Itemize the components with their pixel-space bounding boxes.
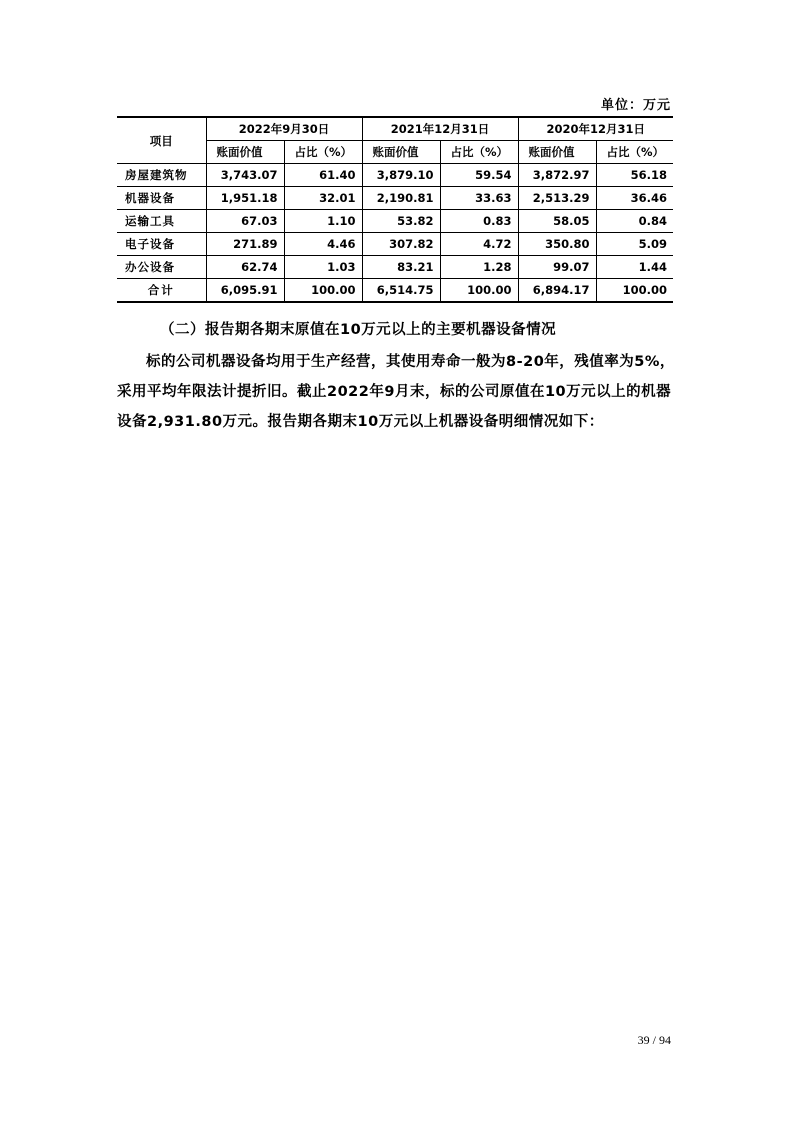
table-row [117, 164, 673, 187]
ratio-cell: 1.10 [284, 210, 362, 233]
table-row [117, 187, 673, 210]
ratio-cell: 1.28 [440, 256, 518, 279]
ratio-cell: 5.09 [596, 233, 673, 256]
ratio-cell: 36.46 [596, 187, 673, 210]
book-value-cell: 99.07 [518, 256, 596, 279]
period-header: 2022年9月30日 [206, 117, 362, 141]
page-number: 39 / 94 [637, 1033, 671, 1047]
book-value-cell: 53.82 [362, 210, 440, 233]
book-value-cell: 2,190.81 [362, 187, 440, 210]
row-label: 机器设备 [117, 187, 206, 210]
ratio-cell: 33.63 [440, 187, 518, 210]
book-value-header: 账面价值 [518, 141, 596, 164]
ratio-cell: 59.54 [440, 164, 518, 187]
table-row [117, 233, 673, 256]
book-value-header: 账面价值 [206, 141, 284, 164]
book-value-cell: 6,095.91 [206, 279, 284, 303]
section-heading: （二）报告期各期末原值在10万元以上的主要机器设备情况 [160, 322, 557, 338]
ratio-cell: 0.83 [440, 210, 518, 233]
ratio-cell: 32.01 [284, 187, 362, 210]
ratio-cell: 1.03 [284, 256, 362, 279]
period-header: 2021年12月31日 [362, 117, 518, 141]
ratio-cell: 100.00 [596, 279, 673, 303]
book-value-cell: 3,872.97 [518, 164, 596, 187]
book-value-cell: 307.82 [362, 233, 440, 256]
ratio-cell: 100.00 [284, 279, 362, 303]
book-value-cell: 3,743.07 [206, 164, 284, 187]
table-header-row [117, 117, 673, 141]
book-value-cell: 271.89 [206, 233, 284, 256]
ratio-cell: 56.18 [596, 164, 673, 187]
ratio-cell: 4.72 [440, 233, 518, 256]
ratio-cell: 0.84 [596, 210, 673, 233]
ratio-cell: 1.44 [596, 256, 673, 279]
fixed-assets-table [117, 116, 673, 303]
book-value-cell: 67.03 [206, 210, 284, 233]
period-header: 2020年12月31日 [518, 117, 673, 141]
book-value-header: 账面价值 [362, 141, 440, 164]
row-label: 运输工具 [117, 210, 206, 233]
item-header: 项目 [117, 117, 206, 164]
table-row [117, 279, 673, 303]
book-value-cell: 62.74 [206, 256, 284, 279]
ratio-header: 占比（%） [284, 141, 362, 164]
row-label: 房屋建筑物 [117, 164, 206, 187]
ratio-header: 占比（%） [596, 141, 673, 164]
row-label: 办公设备 [117, 256, 206, 279]
row-label: 合计 [117, 279, 206, 303]
book-value-cell: 350.80 [518, 233, 596, 256]
row-label: 电子设备 [117, 233, 206, 256]
book-value-cell: 6,514.75 [362, 279, 440, 303]
table-row [117, 256, 673, 279]
book-value-cell: 2,513.29 [518, 187, 596, 210]
book-value-cell: 83.21 [362, 256, 440, 279]
ratio-cell: 100.00 [440, 279, 518, 303]
book-value-cell: 58.05 [518, 210, 596, 233]
ratio-cell: 61.40 [284, 164, 362, 187]
book-value-cell: 1,951.18 [206, 187, 284, 210]
ratio-header: 占比（%） [440, 141, 518, 164]
body-paragraph: 标的公司机器设备均用于生产经营，其使用寿命一般为8-20年，残值率为5%，采用平均年限法计提折旧。截止2022年9月末，标的公司原值在10万元以上的机器设备2,931.80万元。报告期各期末10万元以上机器设备明细情况如下： [117, 354, 675, 430]
unit-label: 单位：万元 [600, 98, 671, 113]
table-row [117, 210, 673, 233]
ratio-cell: 4.46 [284, 233, 362, 256]
book-value-cell: 3,879.10 [362, 164, 440, 187]
book-value-cell: 6,894.17 [518, 279, 596, 303]
